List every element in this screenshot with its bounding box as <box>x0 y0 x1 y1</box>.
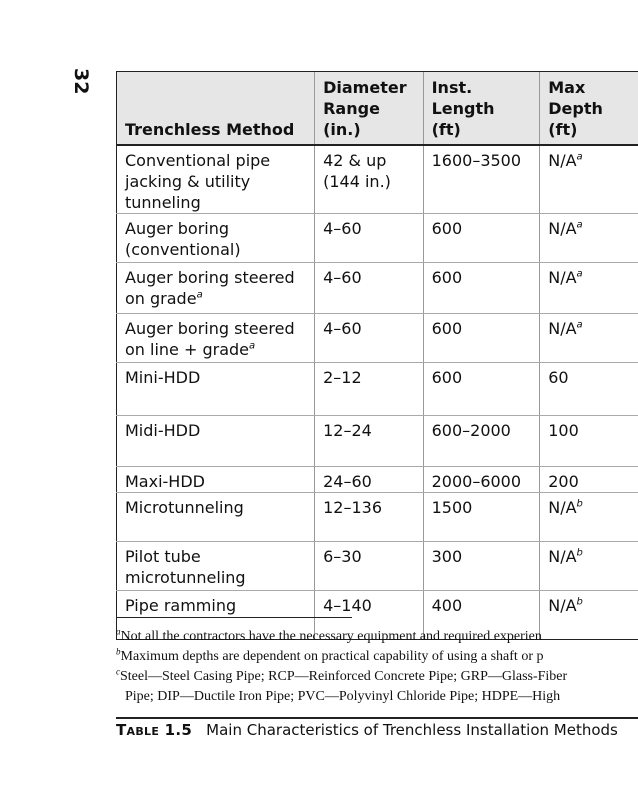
footnote-rule <box>116 617 352 618</box>
header-diameter: Diameter Range (in.) <box>315 72 423 146</box>
table-header-row <box>117 72 638 146</box>
cell-diameter: 12–136 <box>315 493 423 542</box>
caption-rule <box>116 717 638 719</box>
footnote-marker: b <box>576 596 583 608</box>
header-length: Inst. Length (ft) <box>423 72 540 146</box>
footnote-marker: a <box>576 219 583 231</box>
cell-length: 2000–6000 <box>423 467 540 493</box>
header-depth: Max Depth (ft) <box>540 72 638 146</box>
footnote-b: $^b$Maximum depths are dependent on practical capability of using a shaft or p <box>116 646 544 664</box>
cell-diameter: 4–140 <box>315 591 423 640</box>
footnote-marker: a <box>249 340 256 352</box>
cell-diameter: 4–60 <box>315 214 423 263</box>
cell-length: 600–2000 <box>423 416 540 467</box>
cell-diameter: 24–60 <box>315 467 423 493</box>
cell-method: Pipe ramming <box>117 591 315 640</box>
cell-diameter: 2–12 <box>315 363 423 416</box>
cell-diameter: 42 & up (144 in.) <box>315 145 423 214</box>
footnote-marker: a <box>576 268 583 280</box>
table-row <box>117 314 638 363</box>
footnote-marker: a <box>196 289 203 301</box>
cell-depth: $N/A^b$ <box>540 591 638 640</box>
cell-length: 400 <box>423 591 540 640</box>
cell-depth: $N/A^a$ <box>540 314 638 363</box>
caption-label: Table 1.5 <box>116 721 193 739</box>
table-row <box>117 363 638 416</box>
cell-depth: $N/A^b$ <box>540 493 638 542</box>
caption-text: Main Characteristics of Trenchless Installation Methods <box>206 721 618 739</box>
cell-length: 600 <box>423 263 540 314</box>
characteristics-table <box>116 71 638 640</box>
footnotes <box>116 627 638 707</box>
footnote-c-continuation: Pipe; DIP—Ductile Iron Pipe; PVC—Polyvinyl Chloride Pipe; HDPE—High <box>125 689 561 704</box>
cell-depth: 200 <box>540 467 638 493</box>
cell-length: 600 <box>423 314 540 363</box>
footnote-marker: a <box>576 319 583 331</box>
cell-method: Pilot tube microtunneling <box>117 542 315 591</box>
footnote-c: $^c$Steel—Steel Casing Pipe; RCP—Reinforced Concrete Pipe; GRP—Glass-Fiber <box>116 666 568 684</box>
table-row <box>117 263 638 314</box>
page-number: 32 <box>70 68 92 95</box>
table-row <box>117 542 638 591</box>
cell-diameter: 4–60 <box>315 263 423 314</box>
table-row <box>117 214 638 263</box>
cell-depth: $N/A^a$ <box>540 263 638 314</box>
cell-method: Microtunneling <box>117 493 315 542</box>
cell-length: 1600–3500 <box>423 145 540 214</box>
cell-method: Auger boring steered on grade$^a$ <box>117 263 315 314</box>
cell-length: 600 <box>423 363 540 416</box>
cell-depth: 100 <box>540 416 638 467</box>
footnote-a: $^a$Not all the contractors have the necessary equipment and required experien <box>116 627 542 644</box>
cell-length: 300 <box>423 542 540 591</box>
table-caption <box>116 721 618 739</box>
cell-length: 600 <box>423 214 540 263</box>
cell-method: Maxi-HDD <box>117 467 315 493</box>
table-row <box>117 467 638 493</box>
cell-method: Midi-HDD <box>117 416 315 467</box>
cell-depth: $N/A^a$ <box>540 214 638 263</box>
cell-diameter: 12–24 <box>315 416 423 467</box>
cell-method: Mini-HDD <box>117 363 315 416</box>
cell-method: Auger boring steered on line + grade$^a$ <box>117 314 315 363</box>
cell-method: Auger boring (conventional) <box>117 214 315 263</box>
cell-method: Conventional pipe jacking & utility tunneling <box>117 145 315 214</box>
table-row <box>117 145 638 214</box>
cell-depth: 60 <box>540 363 638 416</box>
cell-length: 1500 <box>423 493 540 542</box>
table-row <box>117 416 638 467</box>
cell-depth: $N/A^a$ <box>540 145 638 214</box>
footnote-marker: a <box>576 151 583 163</box>
footnote-marker: b <box>576 547 583 559</box>
cell-diameter: 4–60 <box>315 314 423 363</box>
cell-depth: $N/A^b$ <box>540 542 638 591</box>
header-method: Trenchless Method <box>117 72 315 146</box>
footnote-marker: b <box>576 498 583 510</box>
cell-diameter: 6–30 <box>315 542 423 591</box>
table-row <box>117 493 638 542</box>
